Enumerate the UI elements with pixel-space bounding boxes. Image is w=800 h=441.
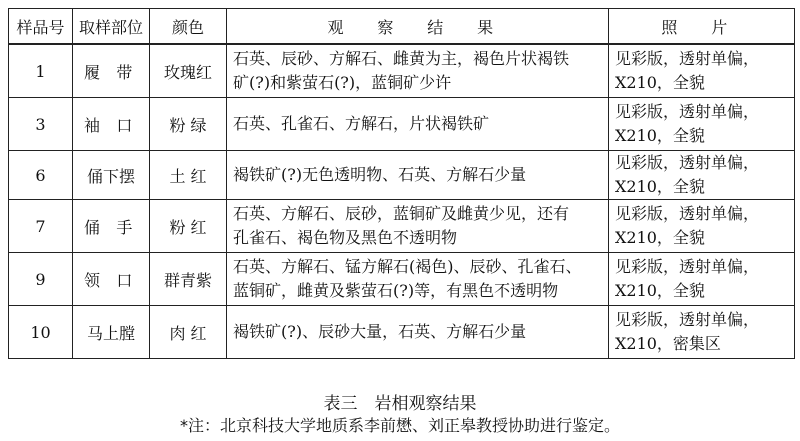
observation-cell	[227, 200, 609, 253]
observation-line: 石英、方解石、辰砂，蓝铜矿及雌黄少见，还有	[233, 204, 570, 223]
color-cell: 粉 红	[150, 200, 227, 253]
sampling-part-cell	[73, 200, 150, 253]
photo-cell	[609, 98, 795, 151]
observation-cell	[227, 306, 609, 359]
observation-line: 矿(?)和紫萤石(?)，蓝铜矿少许	[233, 73, 452, 92]
photo-line: 见彩版，透射单偏，	[615, 153, 760, 172]
header-sample-no: 样品号	[9, 9, 73, 45]
header-photo	[609, 9, 795, 45]
table-row	[9, 253, 795, 306]
color-cell: 粉 绿	[150, 98, 227, 151]
table-row	[9, 151, 795, 200]
color-cell: 玫瑰红	[150, 44, 227, 98]
header-color: 颜色	[150, 9, 227, 45]
header-observation-label: 观 察 结 果	[327, 17, 508, 37]
sample-no-cell: 6	[9, 151, 73, 200]
observation-cell	[227, 253, 609, 306]
photo-cell	[609, 253, 795, 306]
sampling-part-text: 袖 口	[84, 115, 138, 135]
observation-line: 石英、孔雀石、方解石，片状褐铁矿	[233, 114, 490, 133]
sampling-part-cell	[73, 253, 150, 306]
photo-cell	[609, 44, 795, 98]
petrographic-table	[8, 8, 795, 359]
photo-line: X210，全貌	[615, 126, 705, 145]
table-row	[9, 200, 795, 253]
sample-no-cell: 7	[9, 200, 73, 253]
sample-no-cell: 9	[9, 253, 73, 306]
header-photo-label: 照 片	[661, 17, 742, 37]
sample-no-cell: 1	[9, 44, 73, 98]
sampling-part-cell: 俑下摆	[73, 151, 150, 200]
sampling-part-text: 履 带	[84, 62, 138, 82]
header-sampling-part: 取样部位	[73, 9, 150, 45]
photo-line: 见彩版，透射单偏，	[615, 204, 760, 223]
color-cell: 肉 红	[150, 306, 227, 359]
footnote: *注：北京科技大学地质系李前懋、刘正皋教授协助进行鉴定。	[179, 416, 620, 435]
photo-line: 见彩版，透射单偏，	[615, 310, 760, 329]
table-body	[9, 44, 795, 359]
table-row	[9, 306, 795, 359]
photo-cell	[609, 151, 795, 200]
sampling-part-cell	[73, 44, 150, 98]
observation-cell	[227, 98, 609, 151]
color-cell: 土 红	[150, 151, 227, 200]
sampling-part-text: 俑 手	[84, 217, 138, 237]
observation-cell	[227, 44, 609, 98]
photo-line: X210，全貌	[615, 73, 705, 92]
table-header	[9, 9, 795, 45]
observation-line: 褐铁矿(?)无色透明物、石英、方解石少量	[233, 165, 527, 184]
photo-line: X210，全貌	[615, 228, 705, 247]
photo-line: 见彩版，透射单偏，	[615, 257, 760, 276]
table-row	[9, 44, 795, 98]
photo-line: X210，全貌	[615, 281, 705, 300]
table-row	[9, 98, 795, 151]
observation-line: 石英、方解石、锰方解石(褐色)、辰砂、孔雀石、	[233, 257, 582, 276]
observation-line: 石英、辰砂、方解石、雌黄为主，褐色片状褐铁	[233, 49, 570, 68]
observation-line: 孔雀石、褐色物及黑色不透明物	[233, 228, 458, 247]
sampling-part-cell	[73, 98, 150, 151]
table-caption: 表三 岩相观察结果	[323, 394, 477, 414]
sample-no-cell: 10	[9, 306, 73, 359]
photo-line: X210，密集区	[615, 334, 721, 353]
header-row	[9, 9, 795, 45]
photo-cell	[609, 306, 795, 359]
sample-no-cell: 3	[9, 98, 73, 151]
photo-line: X210，全貌	[615, 177, 705, 196]
color-cell: 群青紫	[150, 253, 227, 306]
observation-line: 褐铁矿(?)、辰砂大量，石英、方解石少量	[233, 322, 527, 341]
photo-line: 见彩版，透射单偏，	[615, 102, 760, 121]
header-observation	[227, 9, 609, 45]
observation-cell	[227, 151, 609, 200]
photo-cell	[609, 200, 795, 253]
sampling-part-cell: 马上膛	[73, 306, 150, 359]
observation-line: 蓝铜矿，雌黄及紫萤石(?)等，有黑色不透明物	[233, 281, 559, 300]
photo-line: 见彩版，透射单偏，	[615, 49, 760, 68]
sampling-part-text: 领 口	[84, 270, 138, 290]
